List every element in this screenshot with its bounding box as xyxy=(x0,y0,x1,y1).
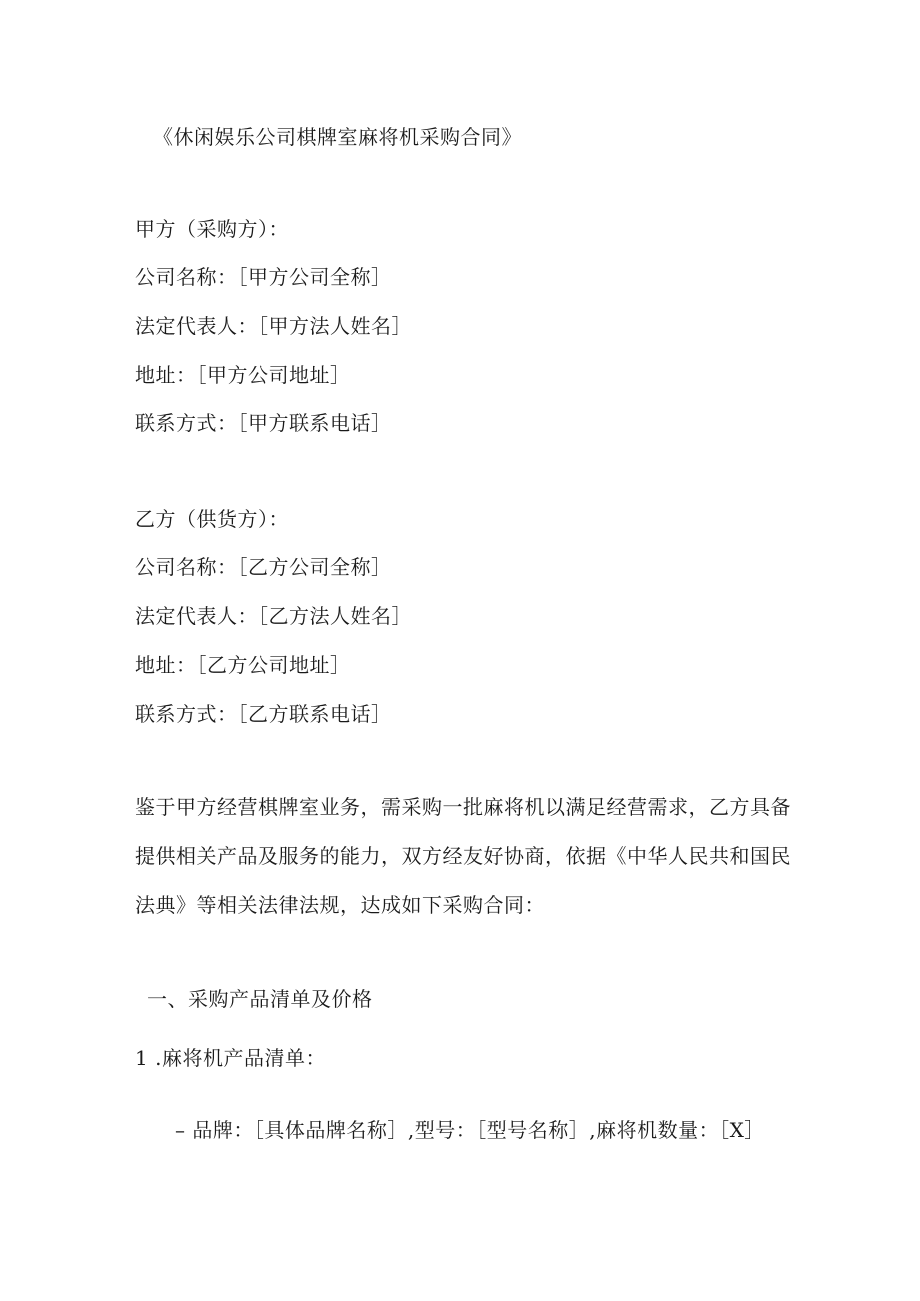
preamble-line: 法典》等相关法律法规，达成如下采购合同： xyxy=(135,893,545,917)
preamble-line: 提供相关产品及服务的能力，双方经友好协商，依据《中华人民共和国民 xyxy=(135,844,791,868)
preamble-paragraph xyxy=(135,783,795,930)
party-b-heading: 乙方（供货方）： xyxy=(135,507,289,531)
party-b-company: 公司名称：［乙方公司全称］ xyxy=(135,555,392,579)
party-a-address: 地址：［甲方公司地址］ xyxy=(135,363,351,387)
party-a-contact: 联系方式：［甲方联系电话］ xyxy=(135,411,392,435)
section-1-heading: 一、采购产品清单及价格 xyxy=(147,987,373,1011)
preamble-line: 鉴于甲方经营棋牌室业务，需采购一批麻将机以满足经营需求，乙方具备 xyxy=(135,795,791,819)
product-bullet-item: – 品牌：［具体品牌名称］,型号：［型号名称］,麻将机数量：［X］ xyxy=(175,1118,765,1142)
party-b-address: 地址：［乙方公司地址］ xyxy=(135,653,351,677)
section-1-item-1: 1 .麻将机产品清单： xyxy=(135,1046,326,1070)
party-a-legal-rep: 法定代表人：［甲方法人姓名］ xyxy=(135,314,412,338)
document-title: 《休闲娱乐公司棋牌室麻将机采购合同》 xyxy=(153,125,522,149)
party-a-company: 公司名称：［甲方公司全称］ xyxy=(135,265,392,289)
party-b-legal-rep: 法定代表人：［乙方法人姓名］ xyxy=(135,604,412,628)
party-b-contact: 联系方式：［乙方联系电话］ xyxy=(135,702,392,726)
party-a-heading: 甲方（采购方）： xyxy=(135,217,289,241)
